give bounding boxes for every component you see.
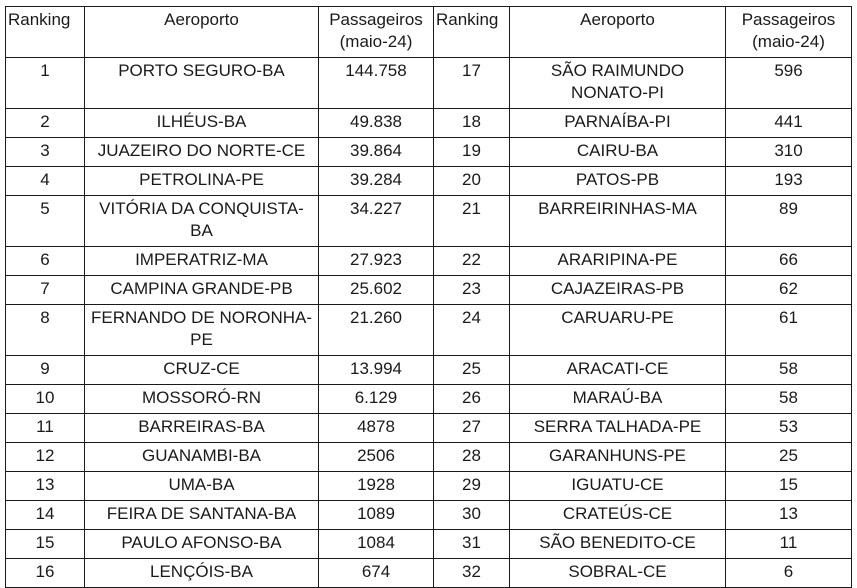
passengers-right-cell: 15 [726,472,852,501]
ranking-right-cell: 31 [434,530,510,559]
ranking-right-cell: 18 [434,109,510,138]
passengers-left-cell: 39.864 [319,138,434,167]
ranking-left-cell: 6 [6,247,85,276]
ranking-left-cell: 8 [6,305,85,356]
airport-right-cell: CARUARU-PE [510,305,726,356]
table-row [6,472,852,501]
airport-right-cell: ARACATI-CE [510,356,726,385]
header-ranking-2: Ranking [434,7,510,58]
airport-left-cell: CAMPINA GRANDE-PB [85,276,319,305]
airport-left-cell: VITÓRIA DA CONQUISTA-BA [85,196,319,247]
ranking-left-cell: 7 [6,276,85,305]
airport-right-cell: SÃO BENEDITO-CE [510,530,726,559]
passengers-left-cell: 27.923 [319,247,434,276]
airport-right-cell: IGUATU-CE [510,472,726,501]
ranking-right-cell: 25 [434,356,510,385]
airport-right-cell: PATOS-PB [510,167,726,196]
passengers-left-cell: 1928 [319,472,434,501]
airport-left-cell: MOSSORÓ-RN [85,385,319,414]
passengers-right-cell: 6 [726,559,852,588]
passengers-right-cell: 58 [726,385,852,414]
ranking-right-cell: 22 [434,247,510,276]
ranking-left-cell: 11 [6,414,85,443]
ranking-left-cell: 14 [6,501,85,530]
table-row [6,167,852,196]
passengers-left-cell: 34.227 [319,196,434,247]
ranking-left-cell: 12 [6,443,85,472]
ranking-right-cell: 21 [434,196,510,247]
passengers-right-cell: 441 [726,109,852,138]
passengers-right-cell: 25 [726,443,852,472]
airport-left-cell: GUANAMBI-BA [85,443,319,472]
header-row [6,7,852,58]
passengers-right-cell: 13 [726,501,852,530]
airport-left-cell: FERNANDO DE NORONHA-PE [85,305,319,356]
airport-left-cell: BARREIRAS-BA [85,414,319,443]
ranking-left-cell: 16 [6,559,85,588]
passengers-left-cell: 13.994 [319,356,434,385]
table-row [6,196,852,247]
passengers-right-cell: 53 [726,414,852,443]
ranking-left-cell: 13 [6,472,85,501]
passengers-left-cell: 25.602 [319,276,434,305]
passengers-right-cell: 61 [726,305,852,356]
airport-left-cell: ILHÉUS-BA [85,109,319,138]
header-airport-2: Aeroporto [510,7,726,58]
airport-right-cell: ARARIPINA-PE [510,247,726,276]
passengers-right-cell: 310 [726,138,852,167]
header-ranking-1: Ranking [6,7,85,58]
ranking-right-cell: 28 [434,443,510,472]
table-row [6,356,852,385]
table-row [6,138,852,167]
airport-right-cell: CAJAZEIRAS-PB [510,276,726,305]
airport-right-cell: MARAÚ-BA [510,385,726,414]
ranking-right-cell: 19 [434,138,510,167]
ranking-right-cell: 27 [434,414,510,443]
ranking-left-cell: 9 [6,356,85,385]
airport-left-cell: IMPERATRIZ-MA [85,247,319,276]
passengers-right-cell: 89 [726,196,852,247]
ranking-left-cell: 4 [6,167,85,196]
passengers-right-cell: 11 [726,530,852,559]
passengers-left-cell: 144.758 [319,58,434,109]
airport-right-cell: CAIRU-BA [510,138,726,167]
airport-left-cell: PETROLINA-PE [85,167,319,196]
passengers-right-cell: 58 [726,356,852,385]
ranking-right-cell: 20 [434,167,510,196]
passengers-right-cell: 596 [726,58,852,109]
airport-right-cell: PARNAÍBA-PI [510,109,726,138]
airport-left-cell: FEIRA DE SANTANA-BA [85,501,319,530]
passengers-left-cell: 2506 [319,443,434,472]
passengers-left-cell: 6.129 [319,385,434,414]
passengers-left-cell: 39.284 [319,167,434,196]
ranking-left-cell: 3 [6,138,85,167]
table-row [6,385,852,414]
header-passengers-2: Passageiros (maio-24) [726,7,852,58]
passengers-left-cell: 1084 [319,530,434,559]
ranking-right-cell: 30 [434,501,510,530]
airport-left-cell: JUAZEIRO DO NORTE-CE [85,138,319,167]
passengers-right-cell: 66 [726,247,852,276]
airport-left-cell: PORTO SEGURO-BA [85,58,319,109]
airport-left-cell: CRUZ-CE [85,356,319,385]
ranking-right-cell: 29 [434,472,510,501]
ranking-left-cell: 2 [6,109,85,138]
airport-right-cell: GARANHUNS-PE [510,443,726,472]
table-row [6,58,852,109]
passengers-left-cell: 4878 [319,414,434,443]
table-body [6,58,852,588]
ranking-right-cell: 23 [434,276,510,305]
passengers-left-cell: 674 [319,559,434,588]
airport-left-cell: PAULO AFONSO-BA [85,530,319,559]
header-passengers-1: Passageiros (maio-24) [319,7,434,58]
table-row [6,414,852,443]
ranking-right-cell: 17 [434,58,510,109]
airport-left-cell: LENÇÓIS-BA [85,559,319,588]
table-row [6,276,852,305]
ranking-left-cell: 1 [6,58,85,109]
airport-right-cell: SERRA TALHADA-PE [510,414,726,443]
airport-left-cell: UMA-BA [85,472,319,501]
ranking-right-cell: 26 [434,385,510,414]
ranking-left-cell: 15 [6,530,85,559]
airport-right-cell: CRATEÚS-CE [510,501,726,530]
ranking-right-cell: 32 [434,559,510,588]
table-row [6,305,852,356]
table-row [6,559,852,588]
ranking-left-cell: 5 [6,196,85,247]
airport-right-cell: BARREIRINHAS-MA [510,196,726,247]
ranking-left-cell: 10 [6,385,85,414]
passengers-left-cell: 1089 [319,501,434,530]
ranking-right-cell: 24 [434,305,510,356]
header-airport-1: Aeroporto [85,7,319,58]
table-row [6,247,852,276]
airport-right-cell: SÃO RAIMUNDO NONATO-PI [510,58,726,109]
airport-right-cell: SOBRAL-CE [510,559,726,588]
table-row [6,109,852,138]
airport-passenger-ranking-table [5,6,852,588]
passengers-right-cell: 62 [726,276,852,305]
passengers-left-cell: 21.260 [319,305,434,356]
table-row [6,443,852,472]
passengers-right-cell: 193 [726,167,852,196]
table-row [6,530,852,559]
passengers-left-cell: 49.838 [319,109,434,138]
table-row [6,501,852,530]
